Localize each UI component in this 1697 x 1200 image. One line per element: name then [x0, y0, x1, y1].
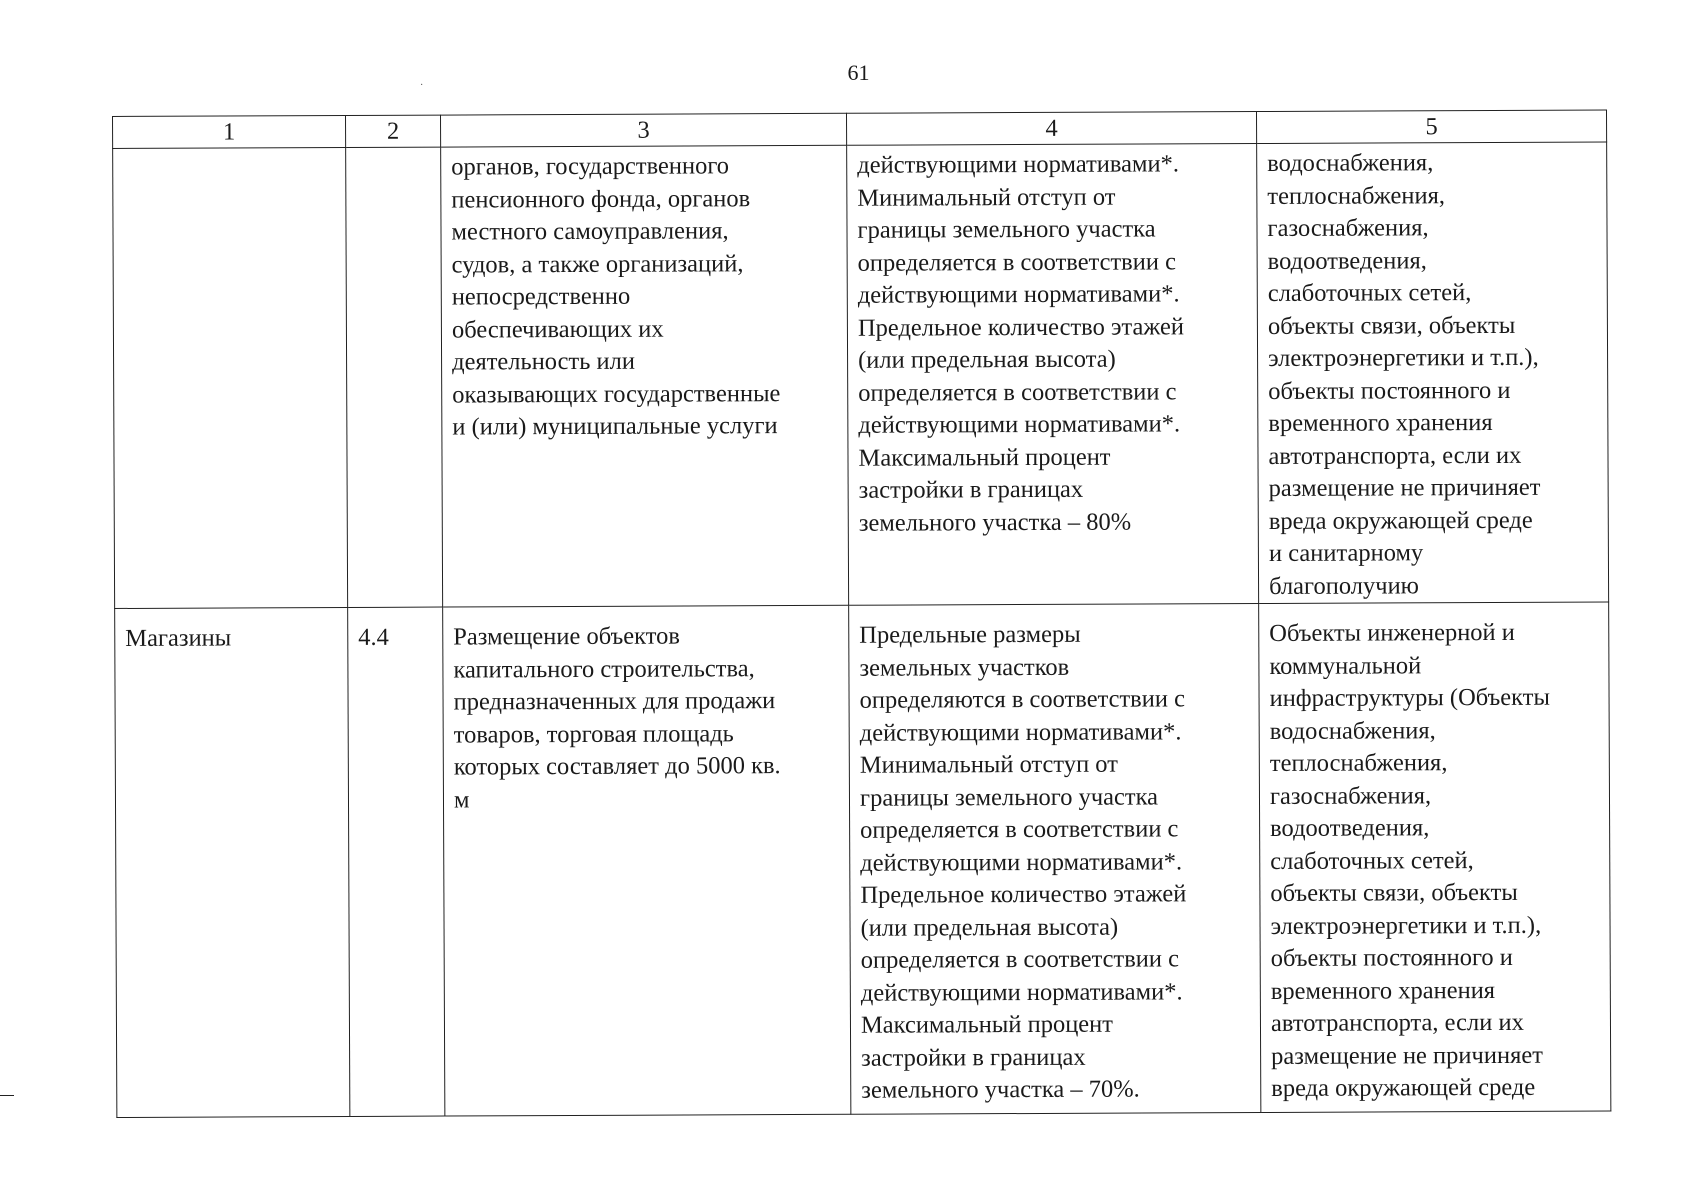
table-row: [115, 602, 1611, 1118]
use-name-cell: Магазины: [115, 607, 350, 1117]
use-description-cell: органов, государственного пенсионного фонда, органов местного самоуправления, судов, а также организаций, непосредственно обеспечивающих их деятельность или оказывающих государственные и (или) муниципальные услуги: [441, 145, 849, 607]
regulations-table: [112, 109, 1611, 1118]
margin-mark: [0, 1095, 14, 1096]
use-name-cell: [113, 147, 348, 608]
parameters-cell: Предельные размеры земельных участков определяются в соответствии с действующими нормативами*. Минимальный отступ от границы земельного участка определяется в соответствии с действующими нормативами*. Предельное количество этажей (или предельная высота) определяется в соответствии с действующими нормативами*. Максимальный процент застройки в границах земельного участка – 70%.: [849, 604, 1261, 1115]
header-col-1: 1: [113, 115, 346, 148]
use-description-cell: Размещение объектов капитального строительства, предназначенных для продажи товаров, торговая площадь которых составляет до 5000 кв. м: [443, 605, 851, 1116]
auxiliary-uses-cell: водоснабжения, теплоснабжения, газоснабжения, водоотведения, слаботочных сетей, объекты связи, объекты электроэнергетики и т.п.), объекты постоянного и временного хранения автотранспорта, если их размещение не причиняет вреда окружающей среде и санитарному благополучию: [1257, 142, 1609, 604]
header-col-3: 3: [440, 113, 846, 147]
header-col-4: 4: [846, 112, 1256, 146]
auxiliary-uses-cell: Объекты инженерной и коммунальной инфраструктуры (Объекты водоснабжения, теплоснабжения, газоснабжения, водоотведения, слаботочных сетей, объекты связи, объекты электроэнергетики и т.п.), объекты постоянного и временного хранения автотранспорта, если их размещение не причиняет вреда окружающей среде: [1259, 602, 1611, 1113]
use-code-cell: [346, 147, 443, 607]
header-col-5: 5: [1256, 110, 1606, 144]
parameters-cell: действующими нормативами*. Минимальный отступ от границы земельного участка определяется в соответствии с действующими нормативами*. Предельное количество этажей (или предельная высота) определяется в соответствии с действующими нормативами*. Максимальный процент застройки в границах земельного участка – 80%: [847, 144, 1259, 606]
table-row: [113, 142, 1609, 609]
scan-speck: ·: [420, 80, 424, 91]
use-code-cell: 4.4: [348, 607, 445, 1116]
page-number: 61: [847, 60, 870, 85]
header-col-2: 2: [345, 115, 440, 147]
